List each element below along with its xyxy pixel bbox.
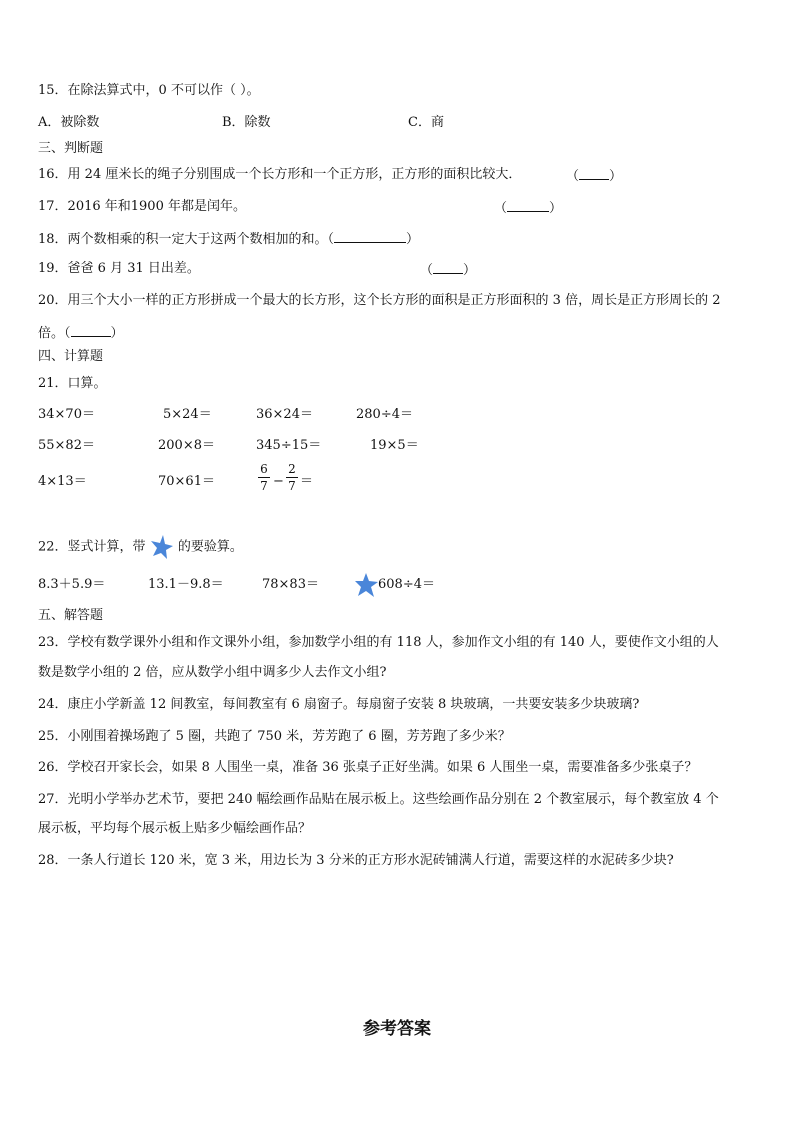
- q22-item4: 608÷4＝: [378, 577, 435, 592]
- q20-line1: 20．用三个大小一样的正方形拼成一个最大的长方形，这个长方形的面积是正方形面积的 3 倍，周长是正方形周长的 2: [38, 293, 721, 308]
- paren-close: ）: [110, 326, 124, 341]
- q22-title-prefix: 22．竖式计算，带: [38, 539, 146, 555]
- section-heading-judgement: 三、判断题: [38, 141, 104, 156]
- q15-option-b: B．除数: [222, 115, 271, 130]
- paren-close: ）: [406, 232, 420, 247]
- paren-close: ）: [549, 201, 563, 216]
- fraction-minus: −: [273, 474, 284, 489]
- q23-line2: 数是数学小组的 2 倍，应从数学小组中调多少人去作文小组?: [38, 665, 387, 680]
- answer-section-title: 参考答案: [363, 1019, 431, 1039]
- section-heading-word-problems: 五、解答题: [38, 608, 104, 623]
- q23-line1: 23．学校有数学课外小组和作文课外小组，参加数学小组的有 118 人，参加作文小组的有 140 人，要使作文小组的人: [38, 635, 719, 650]
- q18-statement: 18．两个数相乘的积一定大于这两个数相加的和。（: [38, 232, 335, 247]
- q21-title: 21．口算。: [38, 376, 107, 391]
- q21-row2-item3: 345÷15＝: [256, 438, 322, 453]
- paren-open: （: [494, 201, 508, 216]
- q21-row1-item1: 34×70＝: [38, 407, 95, 422]
- q17-answer-blank[interactable]: [494, 198, 562, 218]
- paren-close: ）: [609, 169, 623, 184]
- star-icon: [150, 534, 174, 560]
- fraction-numerator: 2: [288, 462, 296, 476]
- q20-answer-blank[interactable]: [71, 323, 111, 337]
- q27-line1: 27．光明小学举办艺术节，要把 240 幅绘画作品贴在展示板上。这些绘画作品分别在 2 个教室展示，每个教室放 4 个: [38, 792, 719, 807]
- q15-option-c: C．商: [408, 115, 444, 130]
- fraction-2-7: [286, 462, 298, 493]
- q24-text: 24．康庄小学新盖 12 间教室，每间教室有 6 扇窗子。每扇窗子安装 8 块玻璃，一共要安装多少块玻璃?: [38, 697, 640, 712]
- q21-row2-item1: 55×82＝: [38, 438, 95, 453]
- q16-text: 16．用 24 厘米长的绳子分别围成一个长方形和一个正方形，正方形的面积比较大．: [38, 167, 522, 182]
- q25-text: 25．小刚围着操场跑了 5 圈，共跑了 750 米，芳芳跑了 6 圈，芳芳跑了多少米？: [38, 729, 511, 744]
- paren-open: （: [566, 169, 580, 184]
- q22-title-suffix: 的要验算。: [177, 539, 243, 555]
- q22-item3: 78×83＝: [262, 577, 319, 592]
- q21-row2-item2: 200×8＝: [158, 438, 215, 453]
- q22-title: [38, 534, 243, 560]
- q16-answer-blank[interactable]: [566, 166, 622, 186]
- q15-text: 15．在除法算式中，0 不可以作（ ）。: [38, 83, 260, 98]
- q27-line2: 展示板，平均每个展示板上贴多少幅绘画作品？: [38, 821, 312, 836]
- fraction-bar: [258, 477, 270, 478]
- q22-item1: 8.3＋5.9＝: [38, 577, 106, 592]
- q19-text: 19．爸爸 6 月 31 日出差。: [38, 261, 200, 276]
- fraction-equals: ＝: [300, 474, 314, 489]
- q18-answer-blank[interactable]: [334, 229, 406, 243]
- fraction-denominator: 7: [260, 479, 268, 493]
- q21-row3-item1: 4×13＝: [38, 474, 87, 489]
- q21-row1-item3: 36×24＝: [256, 407, 313, 422]
- q21-row1-item4: 280÷4＝: [356, 407, 413, 422]
- q21-row2-item4: 19×5＝: [370, 438, 419, 453]
- section-heading-calculation: 四、计算题: [38, 349, 104, 364]
- fraction-bar: [286, 477, 298, 478]
- q17-text: 17．2016 年和1900 年都是闰年。: [38, 199, 246, 214]
- q22-item2: 13.1－9.8＝: [148, 577, 224, 592]
- q19-answer-blank[interactable]: [420, 260, 476, 280]
- q28-text: 28．一条人行道长 120 米，宽 3 米，用边长为 3 分米的正方形水泥砖铺满人行道，需要这样的水泥砖多少块?: [38, 853, 674, 868]
- q21-row3-item2: 70×61＝: [158, 474, 215, 489]
- q20-line2: [38, 323, 124, 343]
- paren-close: ）: [463, 263, 477, 278]
- paren-open: （: [420, 263, 434, 278]
- fraction-6-7: [258, 462, 270, 493]
- q15-option-a: A．被除数: [38, 115, 100, 130]
- q18-text: [38, 229, 419, 249]
- q26-text: 26．学校召开家长会，如果 8 人围坐一桌，准备 36 张桌子正好坐满。如果 6 人围坐一桌，需要准备多少张桌子？: [38, 760, 698, 775]
- star-shape: [151, 535, 173, 559]
- q21-row1-item2: 5×24＝: [163, 407, 212, 422]
- star-icon: [355, 572, 379, 598]
- star-shape: [355, 573, 378, 597]
- fraction-numerator: 6: [260, 462, 268, 476]
- q20-line2-prefix: 倍。（: [38, 326, 71, 341]
- fraction-denominator: 7: [288, 479, 296, 493]
